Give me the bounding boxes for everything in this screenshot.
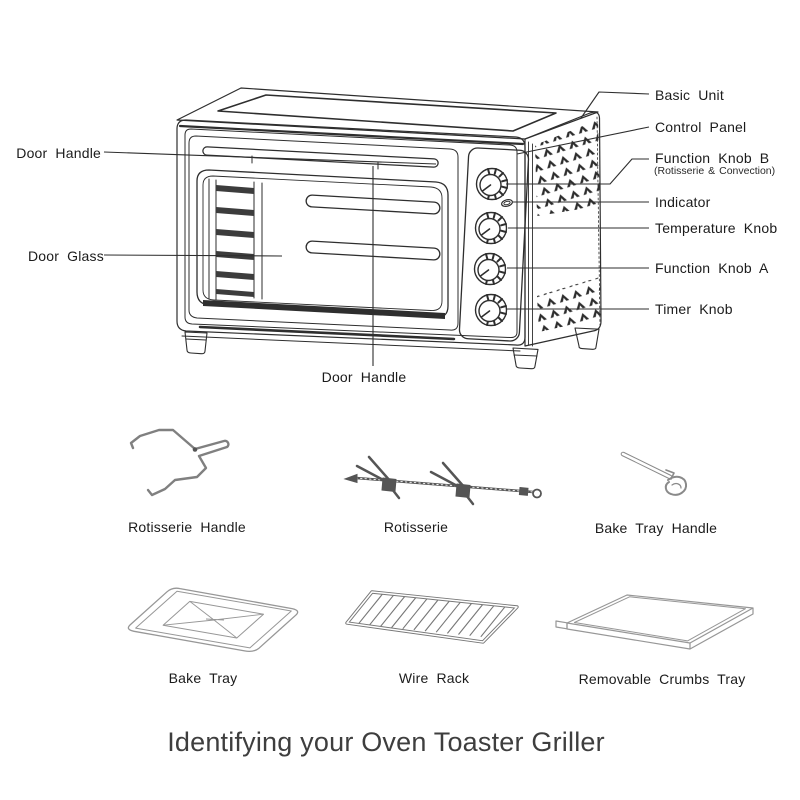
label-door-handle-left: Door Handle xyxy=(16,145,101,161)
temperature-knob-icon[interactable] xyxy=(476,213,507,244)
label-temperature-knob: Temperature Knob xyxy=(655,220,778,236)
label-door-handle-bottom: Door Handle xyxy=(321,369,407,385)
caption-bake-tray-handle: Bake Tray Handle xyxy=(594,520,718,536)
wire-rack-illustration xyxy=(347,592,517,642)
caption-rotisserie-handle: Rotisserie Handle xyxy=(128,519,246,535)
rotisserie-handle-illustration xyxy=(131,430,228,495)
control-panel xyxy=(459,148,529,342)
label-indicator: Indicator xyxy=(655,194,711,210)
bake-tray-handle-illustration xyxy=(623,454,686,495)
caption-wire-rack: Wire Rack xyxy=(398,670,470,686)
page-title: Identifying your Oven Toaster Griller xyxy=(167,727,605,757)
function-knob-a-icon[interactable] xyxy=(475,254,506,285)
rotisserie-illustration xyxy=(345,457,541,504)
vent-pattern-lower xyxy=(537,277,601,332)
caption-removable-crumbs-tray: Removable Crumbs Tray xyxy=(578,671,746,687)
label-timer-knob: Timer Knob xyxy=(655,301,733,317)
indicator-light xyxy=(501,198,513,207)
function-knob-b-icon[interactable] xyxy=(477,169,508,200)
caption-bake-tray: Bake Tray xyxy=(168,670,238,686)
bake-tray-illustration xyxy=(128,588,297,651)
oven-rack-guides xyxy=(209,179,262,300)
label-function-knob-b-sub: (Rotisserie & Convection) xyxy=(654,165,776,177)
label-function-knob-b: Function Knob B xyxy=(655,150,770,166)
oven-door[interactable] xyxy=(189,136,458,339)
label-door-glass: Door Glass xyxy=(28,248,104,264)
timer-knob-icon[interactable] xyxy=(476,295,507,326)
caption-rotisserie: Rotisserie xyxy=(383,519,449,535)
label-function-knob-a: Function Knob A xyxy=(655,260,769,276)
leader-door-glass xyxy=(104,255,282,256)
oven-right-side-panel xyxy=(525,112,601,346)
label-basic-unit: Basic Unit xyxy=(655,87,724,103)
label-control-panel: Control Panel xyxy=(655,119,747,135)
crumbs-tray-illustration xyxy=(556,595,753,649)
